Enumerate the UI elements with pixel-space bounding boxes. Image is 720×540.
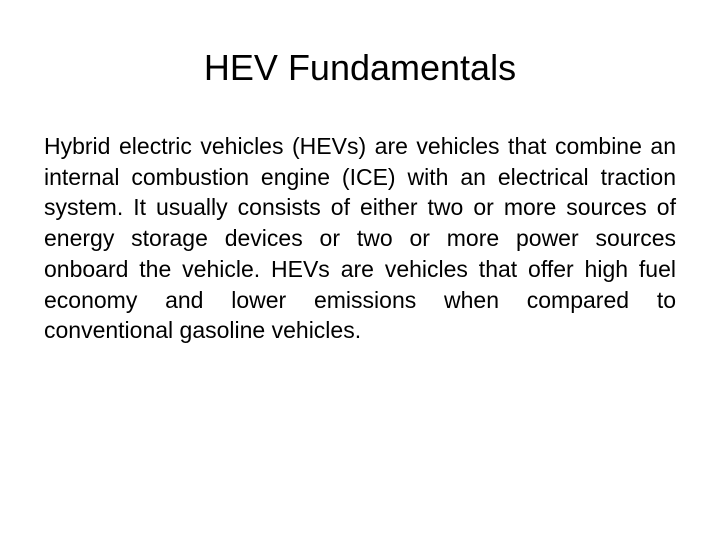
slide-body-text: Hybrid electric vehicles (HEVs) are vehicles that combine an internal combustion engine (ICE) with an electrical traction system. It usually consists of either two or more sources of energy storage devices or two or more power sources onboard the vehicle. HEVs are vehicles that offer high fuel economy and lower emissions when compared to conventional gasoline vehicles. xyxy=(44,133,676,344)
slide-title: HEV Fundamentals xyxy=(203,47,517,88)
